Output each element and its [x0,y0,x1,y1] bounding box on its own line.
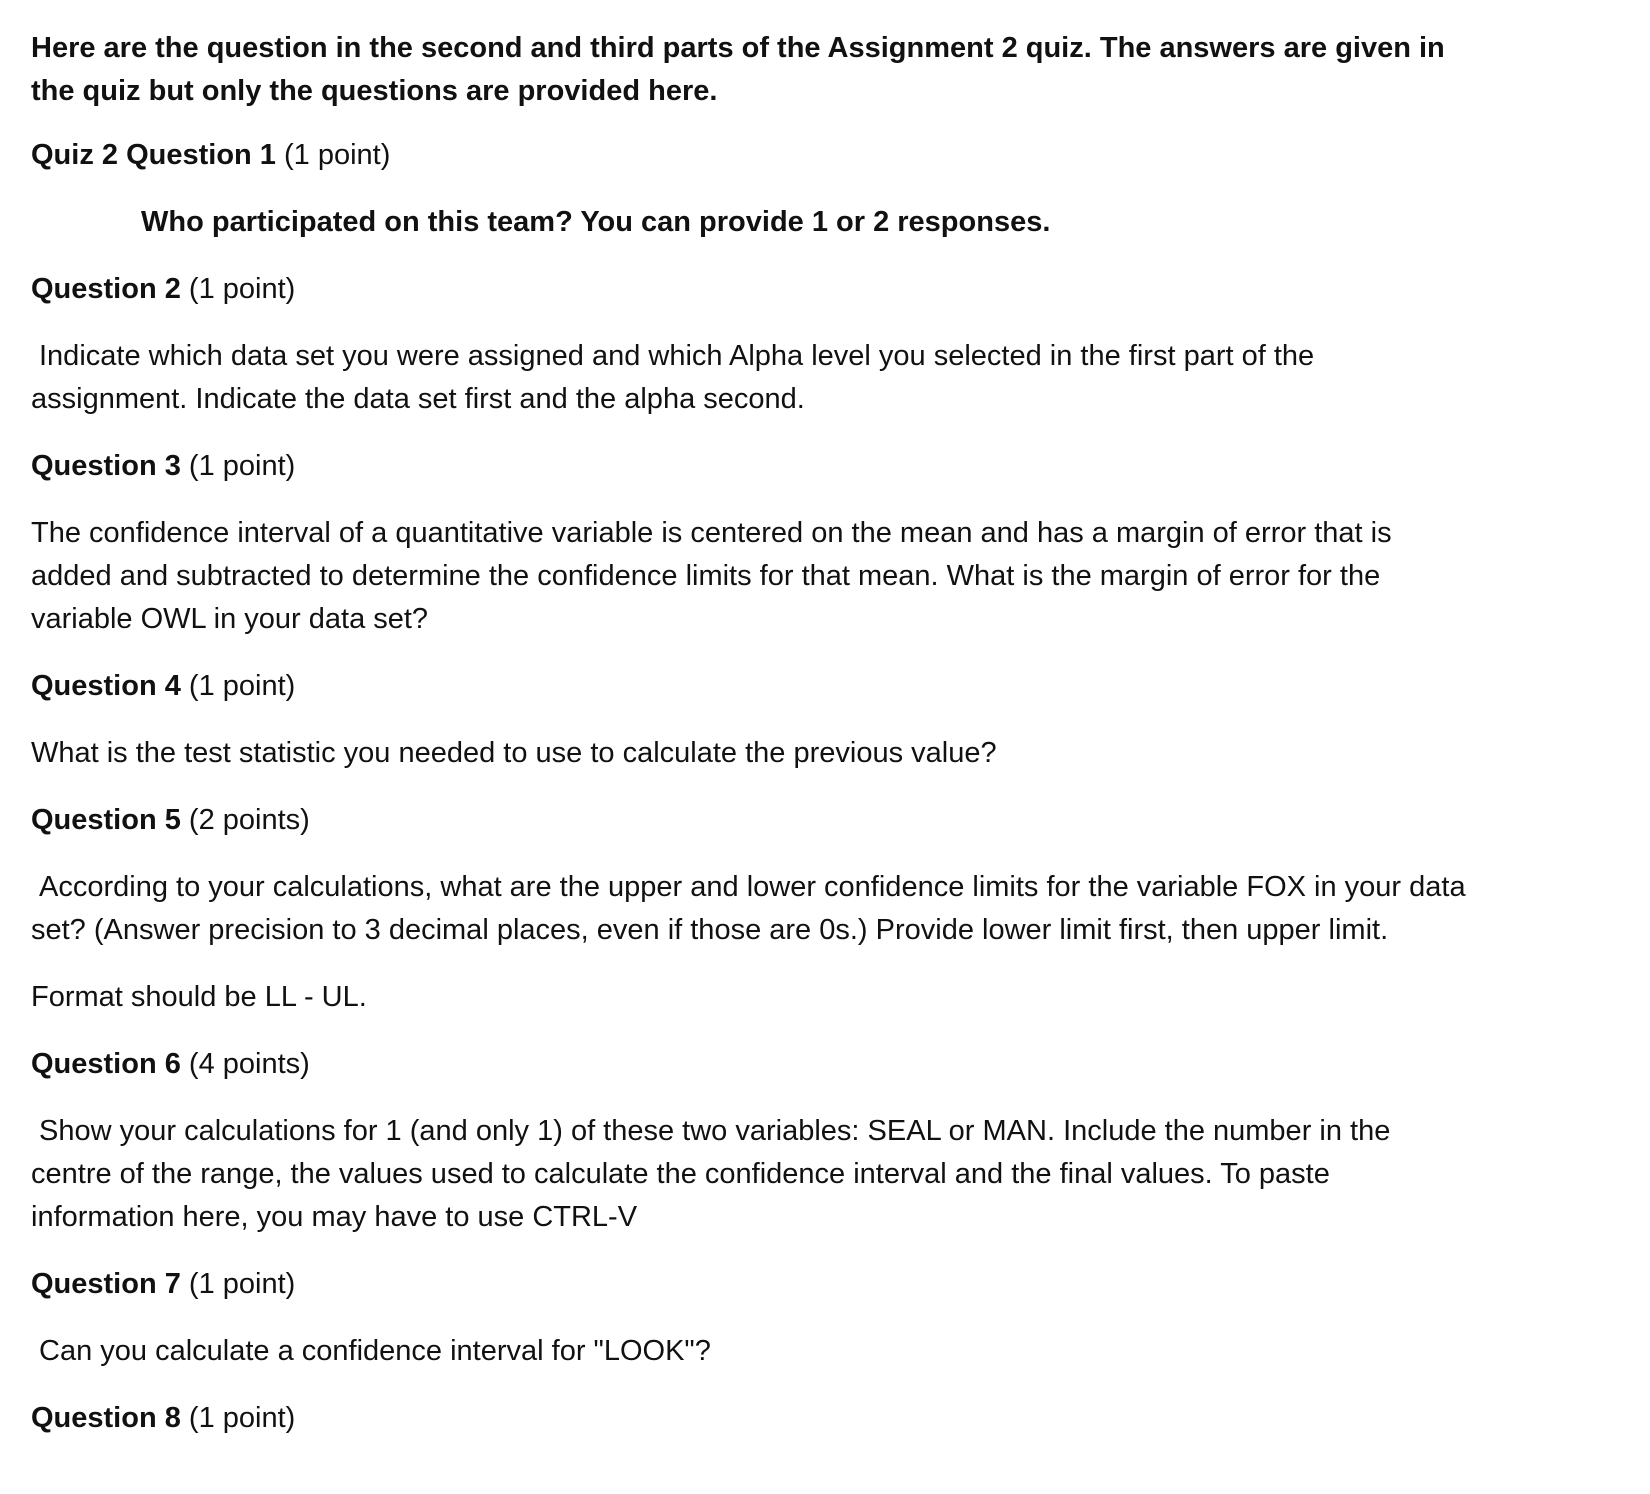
question-6-body: Show your calculations for 1 (and only 1) of these two variables: SEAL or MAN. Include the number in the centre of the range, the values used to calculate the confidence interval and the final values. To paste information here, you may have to use CTRL-V [31,1115,1391,1233]
question-7-heading [31,1263,1471,1306]
question-3-points: (1 point) [188,450,296,482]
question-1-title: Quiz 2 Question 1 [31,139,276,171]
question-1-points: (1 point) [284,139,391,171]
question-3-heading [31,445,1471,488]
question-5-points: (2 points) [188,804,310,836]
question-2-points: (1 point) [188,273,296,305]
question-5-body: According to your calculations, what are the upper and lower confidence limits for the variable FOX in your data set? (Answer precision to 3 decimal places, even if those are 0s.) Provide lower limit first, then upper limit. [31,871,1466,946]
question-6-title: Question 6 [31,1048,181,1080]
question-1-heading [31,134,1471,177]
question-3-body: The confidence interval of a quantitative variable is centered on the mean and has a margin of error that is added and subtracted to determine the confidence limits for that mean. What is the margin of error for the variable OWL in your data set? [31,517,1392,635]
document-page [31,27,1471,1464]
question-8-points: (1 point) [188,1402,296,1434]
question-6-points: (4 points) [188,1048,310,1080]
question-7-points: (1 point) [188,1268,296,1300]
question-5-heading [31,799,1471,842]
question-2-heading [31,268,1471,311]
question-1-body: Who participated on this team? You can provide 1 or 2 responses. [141,206,1051,238]
question-5-title: Question 5 [31,804,181,836]
question-7-title: Question 7 [31,1268,181,1300]
question-7-body: Can you calculate a confidence interval for "LOOK"? [39,1335,711,1367]
question-2-body: Indicate which data set you were assigned and which Alpha level you selected in the first part of the assignment. Indicate the data set first and the alpha second. [31,340,1315,415]
question-8-title: Question 8 [31,1402,181,1434]
question-4-body: What is the test statistic you needed to use to calculate the previous value? [31,737,997,769]
question-8-heading [31,1397,1471,1440]
question-4-points: (1 point) [188,670,296,702]
question-5-format-note: Format should be LL - UL. [31,981,367,1013]
intro-paragraph: Here are the question in the second and third parts of the Assignment 2 quiz. The answers are given in the quiz but only the questions are provided here. [31,32,1445,107]
question-3-title: Question 3 [31,450,181,482]
question-4-title: Question 4 [31,670,181,702]
question-4-heading [31,665,1471,708]
question-6-heading [31,1043,1471,1086]
question-2-title: Question 2 [31,273,181,305]
